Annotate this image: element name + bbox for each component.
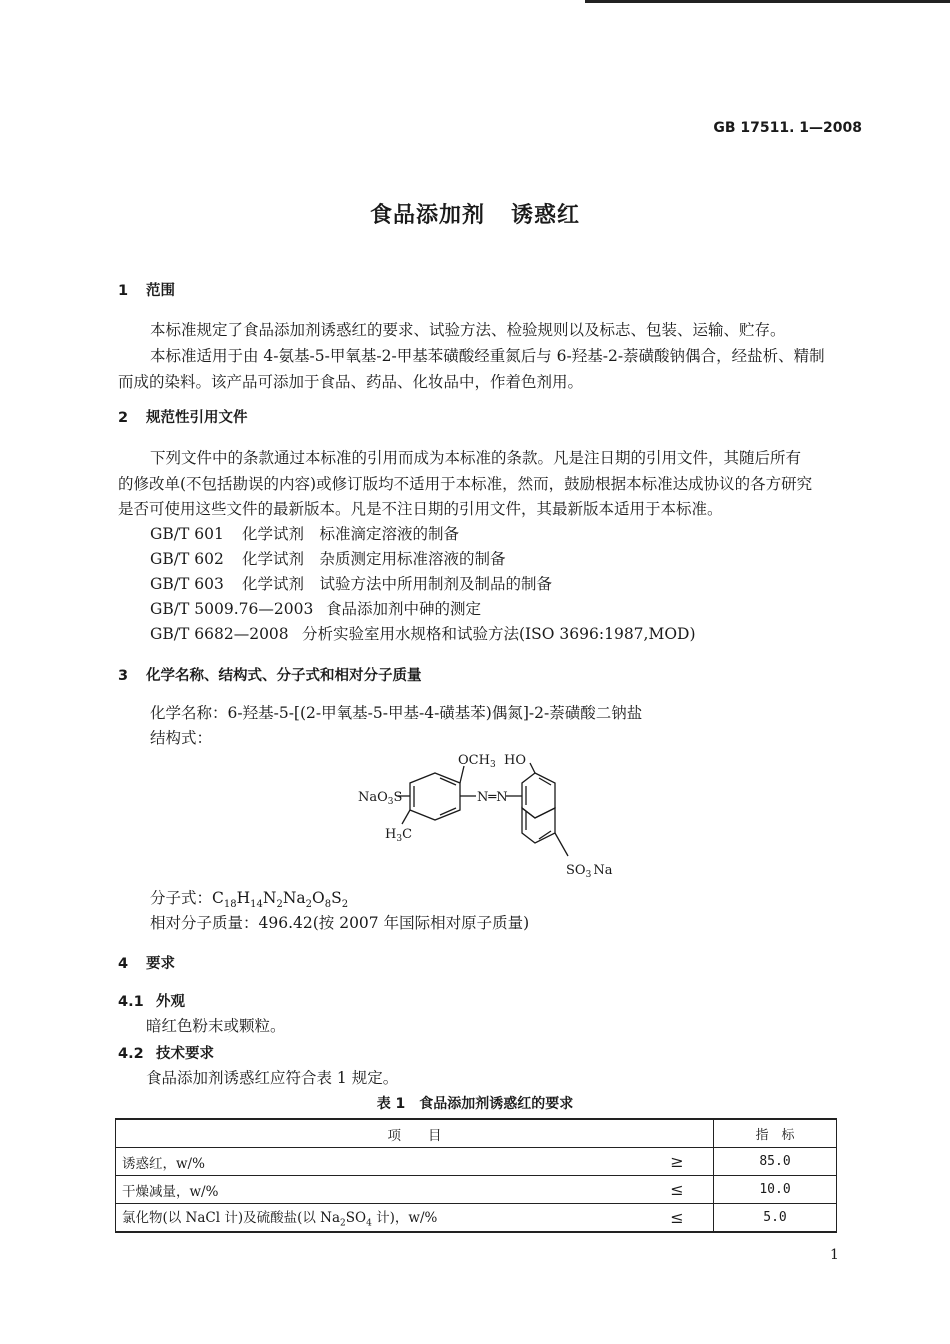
row-item: 氯化物(以 NaCl 计)及硫酸盐(以 $Na_2SO_4$ 计)，w/% [116,1204,642,1233]
tech-requirement-text: 食品添加剂诱惑红应符合表 1 规定。 [146,1069,399,1087]
table-header-row [116,1119,837,1148]
naphthalene-ring-2 [522,808,555,843]
row-value: 10.0 [714,1176,837,1204]
table-row [116,1176,837,1204]
s1-paragraph-1: 本标准规定了食品添加剂诱惑红的要求、试验方法、检验规则以及标志、包装、运输、贮存。 [150,321,786,339]
s2-paragraph-line-1: 下列文件中的条款通过本标准的引用而成为本标准的条款。凡是注日期的引用文件，其随后所有 [150,449,802,467]
reference-gbt601: GB/T 601 化学试剂 标准滴定溶液的制备 [150,525,460,543]
section-3-heading: 3 化学名称、结构式、分子式和相对分子质量 [118,668,422,684]
page-number: 1 [830,1247,839,1263]
table-caption: 表 1 食品添加剂诱惑红的要求 [376,1096,574,1112]
so3na-label: $SO_3$ Na [566,863,613,880]
table-row [116,1148,837,1176]
title-part-1: 食品添加剂 [369,203,485,228]
section-4-2-heading: 4.2 技术要求 [118,1046,214,1062]
header-value: 指 标 [714,1119,837,1148]
title-part-2: 诱惑红 [511,203,581,228]
structural-formula [340,748,640,888]
structure-label: 结构式： [150,729,213,747]
header-item: 项 目 [116,1119,714,1148]
molecular-formula: 分子式：$C_{18}H_{14}N_2Na_2O_8S_2$ [150,889,349,911]
nao3s-label: NaO$_3$S [358,790,403,807]
s2-paragraph-line-2: 的修改单(不包括勘误的内容)或修订版均不适用于本标准，然而，鼓励根据本标准达成协议的各方研究 [118,475,813,493]
s1-paragraph-2-line-1: 本标准适用于由 4-氨基-5-甲氧基-2-甲基苯磺酸经重氮后与 6-羟基-2-萘磺酸钠偶合，经盐析、精制 [150,347,825,365]
row-item: 干燥减量，w/% [116,1176,642,1204]
page-title [0,198,950,229]
row-value: 85.0 [714,1148,837,1176]
benzene-ring [410,773,460,820]
row-item: 诱惑红，w/% [116,1148,642,1176]
row-operator: ≤ [641,1204,714,1233]
standard-number: GB 17511. 1—2008 [713,120,862,136]
top-rule [585,0,950,3]
azo-label: N═N [477,790,508,805]
s1-paragraph-2-line-2: 而成的染料。该产品可添加于食品、药品、化妆品中，作着色剂用。 [118,373,584,391]
section-4-heading: 4 要求 [118,956,175,972]
appearance-text: 暗红色粉末或颗粒。 [146,1017,286,1035]
section-2-heading: 2 规范性引用文件 [118,410,248,426]
requirements-table [115,1118,837,1233]
section-4-1-heading: 4.1 外观 [118,994,185,1010]
h3c-label: $H_3C$ [385,827,413,844]
s2-paragraph-line-3: 是否可使用这些文件的最新版本。凡是不注日期的引用文件，其最新版本适用于本标准。 [118,500,723,518]
row-value: 5.0 [714,1204,837,1233]
molecular-mass: 相对分子质量：496.42(按 2007 年国际相对原子质量) [150,914,530,932]
row-operator: ≤ [641,1176,714,1204]
row-operator: ≥ [641,1148,714,1176]
reference-gbt6682: GB/T 6682—2008 分析实验室用水规格和试验方法(ISO 3696:1987,MOD) [150,625,696,643]
section-1-heading: 1 范围 [118,283,175,299]
reference-gbt603: GB/T 603 化学试剂 试验方法中所用制剂及制品的制备 [150,575,553,593]
reference-gbt5009: GB/T 5009.76—2003 食品添加剂中砷的测定 [150,600,482,618]
table-row [116,1204,837,1233]
reference-gbt602: GB/T 602 化学试剂 杂质测定用标准溶液的制备 [150,550,506,568]
ho-label: HO [504,753,526,768]
och3-label: $OCH_3$ [458,753,496,770]
chemical-name: 化学名称：6-羟基-5-[(2-甲氧基-5-甲基-4-磺基苯)偶氮]-2-萘磺酸二钠盐 [150,704,643,722]
